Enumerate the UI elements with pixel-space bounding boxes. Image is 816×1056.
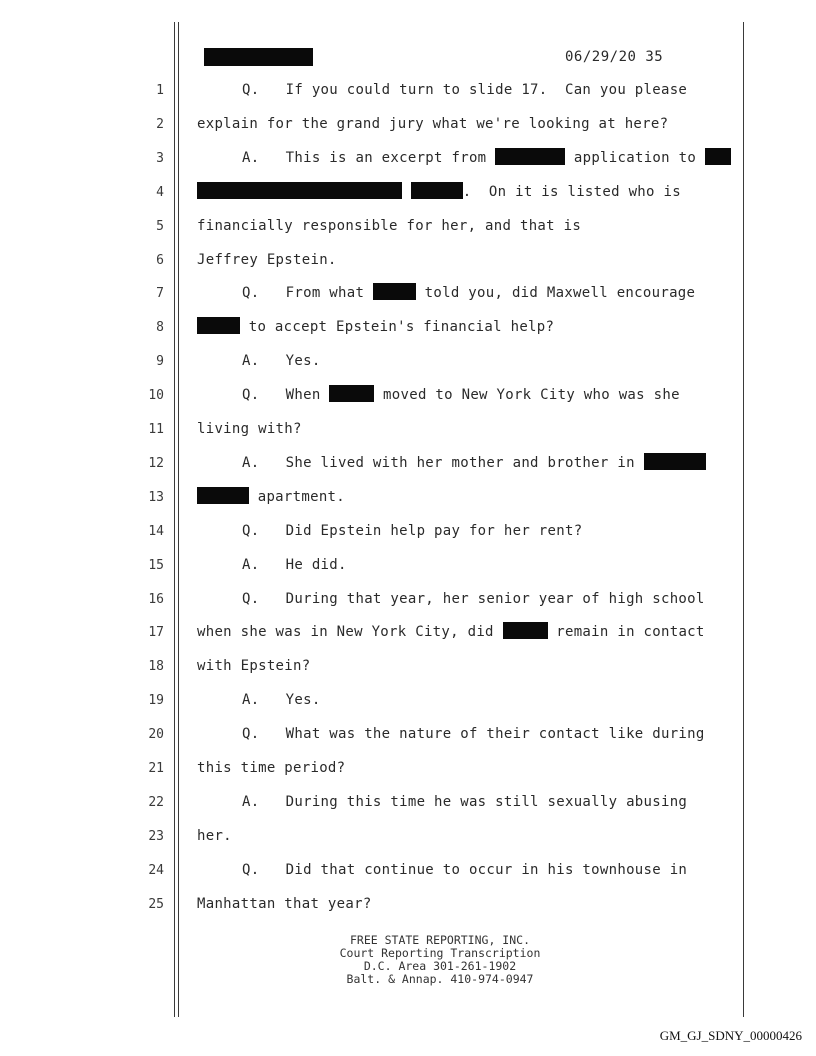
- transcript-text: moved to New York City who was she: [374, 387, 680, 404]
- line-number: 13: [148, 489, 164, 505]
- transcript-line: [197, 421, 302, 437]
- line-number: 12: [148, 455, 164, 471]
- transcript-text: Q. What was the nature of their contact like during: [242, 726, 705, 743]
- line-number: 2: [156, 116, 164, 132]
- line-number: 16: [148, 591, 164, 607]
- transcript-text: . On it is listed who is: [462, 183, 681, 200]
- transcript-text: her.: [197, 827, 232, 844]
- transcript-line: [242, 150, 731, 166]
- transcript-line: [242, 692, 321, 708]
- transcript-text: A. He did.: [242, 556, 347, 573]
- transcript-text: [402, 184, 411, 200]
- line-number: 6: [156, 252, 164, 268]
- transcript-text: this time period?: [197, 760, 346, 776]
- page-header: [200, 48, 700, 70]
- bates-number: GM_GJ_SDNY_00000426: [659, 1028, 802, 1043]
- transcript-line: [197, 828, 232, 844]
- line-number: 11: [148, 422, 164, 437]
- transcript-line: [242, 726, 705, 742]
- line-number: 14: [148, 523, 164, 539]
- transcript-line: [197, 184, 681, 200]
- transcript-line: [197, 624, 705, 640]
- transcript-line: [242, 285, 695, 301]
- transcript-line: [242, 862, 687, 878]
- transcript-line: [197, 489, 345, 505]
- redaction-block: [329, 385, 374, 402]
- redaction-block: [197, 487, 249, 504]
- transcript-text: told you, did Maxwell encourage: [415, 285, 696, 302]
- transcript-line: [242, 591, 705, 607]
- transcript-text: application to: [565, 149, 705, 166]
- transcript-text: Jeffrey Epstein.: [197, 251, 337, 268]
- transcript-text: Q. From what: [242, 285, 373, 302]
- transcript-line: [197, 319, 554, 335]
- transcript-line: [242, 387, 680, 403]
- line-number: 7: [156, 286, 164, 302]
- line-number: 20: [148, 727, 164, 743]
- footer-company: FREE STATE REPORTING, INC.: [349, 933, 530, 947]
- line-number: 3: [156, 150, 164, 166]
- transcript-line: [242, 523, 582, 539]
- footer-balt-phone: Balt. & Annap. 410-974-0947: [346, 972, 534, 986]
- reporter-footer: [250, 934, 630, 986]
- transcript-line: [242, 82, 687, 98]
- line-number: 4: [156, 184, 164, 200]
- transcript-text: apartment.: [249, 488, 346, 505]
- header-date-page: 06/29/20 35: [565, 49, 664, 65]
- transcript-text: when she was in New York City, did: [197, 624, 503, 641]
- transcript-text: A. Yes.: [242, 353, 321, 370]
- margin-rule-right: [743, 22, 744, 1017]
- redaction-block: [705, 148, 731, 165]
- line-number: 19: [148, 693, 164, 709]
- margin-rule-left-outer: [174, 22, 175, 1017]
- transcript-line: [197, 218, 581, 234]
- line-number: 8: [156, 320, 164, 336]
- redaction-block: [197, 182, 402, 199]
- transcript-text: Q. If you could turn to slide 17. Can you please: [242, 82, 688, 98]
- line-number: 23: [148, 828, 164, 844]
- redaction-block: [197, 317, 240, 334]
- line-number: 24: [148, 862, 164, 878]
- line-number: 1: [156, 83, 164, 98]
- transcript-text: Manhattan that year?: [197, 895, 372, 912]
- line-number: 10: [148, 388, 164, 404]
- margin-rule-left-inner: [178, 22, 179, 1017]
- transcript-line: [197, 116, 668, 132]
- transcript-text: A. She lived with her mother and brother in: [242, 454, 644, 471]
- transcript-text: A. This is an excerpt from: [242, 149, 496, 166]
- transcript-text: living with?: [197, 421, 302, 437]
- transcript-line: [242, 455, 706, 471]
- transcript-text: financially responsible for her, and that is: [197, 217, 582, 234]
- line-number: 18: [148, 659, 164, 675]
- footer-services: Court Reporting Transcription: [339, 946, 541, 960]
- line-number: 22: [148, 794, 164, 810]
- transcript-text: with Epstein?: [197, 658, 311, 675]
- line-number: 21: [148, 761, 164, 776]
- redaction-block: [411, 182, 463, 199]
- transcript-text: explain for the grand jury what we're looking at here?: [197, 115, 669, 132]
- transcript-text: A. During this time he was still sexually abusing: [242, 793, 688, 810]
- line-number: 17: [148, 625, 164, 641]
- transcript-line: [242, 557, 347, 573]
- transcript-line: [242, 794, 687, 810]
- transcript-text: Q. During that year, her senior year of high school: [242, 590, 705, 607]
- redaction-block: [503, 622, 548, 639]
- transcript-line: [197, 658, 310, 674]
- line-number: 9: [156, 354, 164, 370]
- redaction-block: [495, 148, 565, 165]
- transcript-line: [197, 252, 337, 268]
- transcript-text: Q. Did that continue to occur in his townhouse in: [242, 861, 688, 878]
- line-number: 5: [156, 218, 164, 234]
- redaction-block: [204, 48, 313, 66]
- transcript-line: [197, 896, 372, 912]
- transcript-text: to accept Epstein's financial help?: [240, 319, 555, 336]
- transcript-text: A. Yes.: [242, 692, 321, 709]
- transcript-line: [197, 760, 345, 776]
- line-number: 15: [148, 557, 164, 573]
- redaction-block: [373, 283, 416, 300]
- transcript-text: Q. When: [242, 387, 330, 404]
- redaction-block: [644, 453, 706, 470]
- footer-dc-phone: D.C. Area 301-261-1902: [363, 959, 517, 973]
- transcript-text: remain in contact: [547, 624, 705, 641]
- transcript-text: Q. Did Epstein help pay for her rent?: [242, 522, 583, 539]
- transcript-line: [242, 353, 321, 369]
- line-number: 25: [148, 896, 164, 912]
